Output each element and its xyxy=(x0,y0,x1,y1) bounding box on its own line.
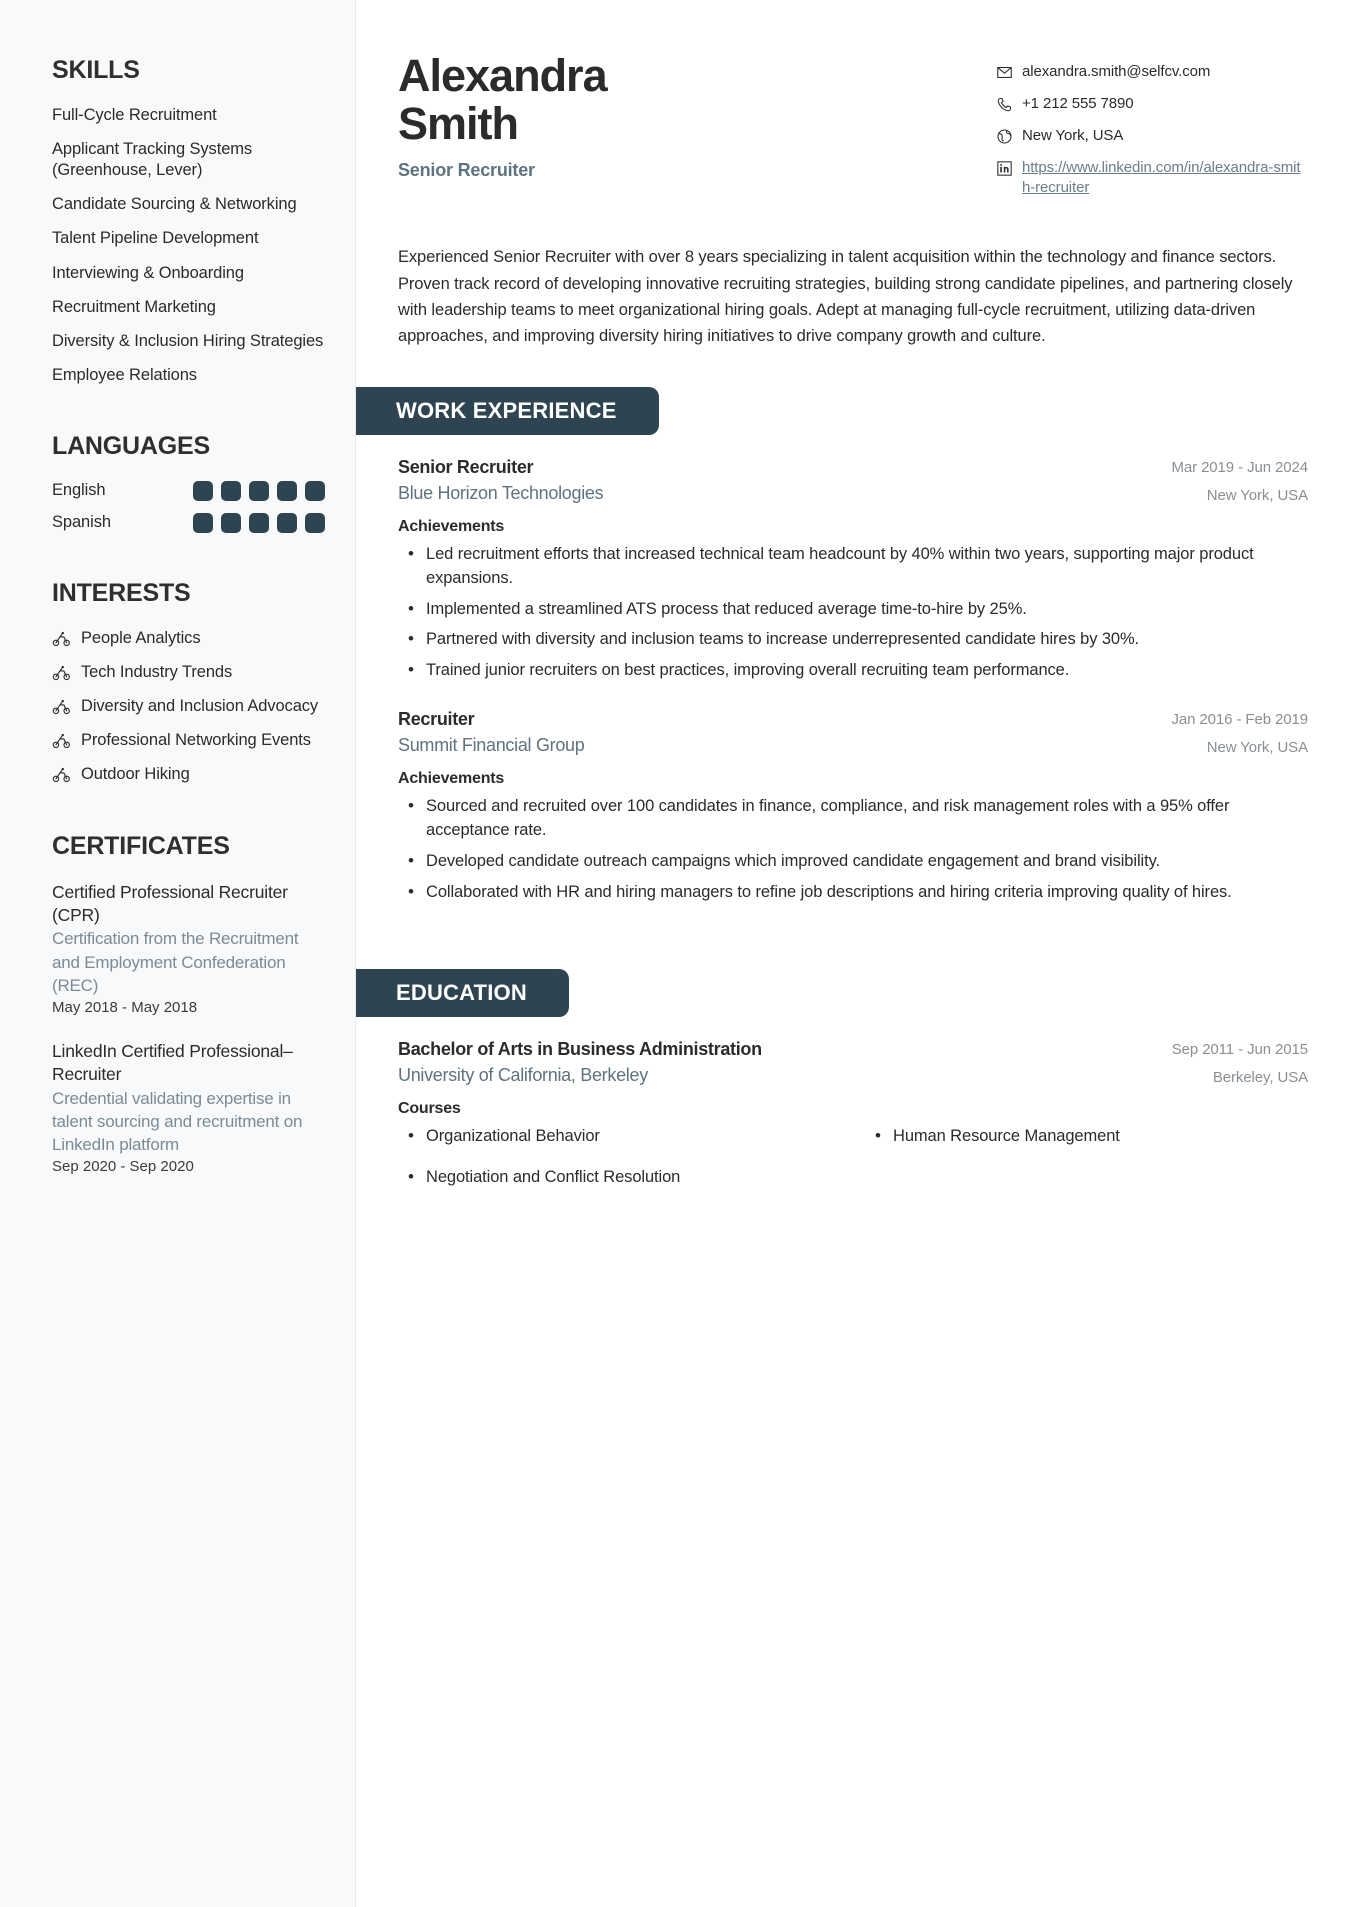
interest-item xyxy=(52,730,325,751)
education-entry-left xyxy=(398,1039,1172,1086)
job-title: Senior Recruiter xyxy=(398,160,535,181)
certificate-description: Certification from the Recruitment and Employment Confederation (REC) xyxy=(52,929,299,995)
achievement-item: • Partnered with diversity and inclusion teams to increase underrepresented candidate hires by 30%. xyxy=(398,628,1308,652)
skill-item: Candidate Sourcing & Networking xyxy=(52,195,297,214)
certificate-item xyxy=(52,1040,325,1175)
education-date: Sep 2011 - Jun 2015 xyxy=(1171,1041,1308,1059)
level-dot xyxy=(221,513,241,533)
contact-phone xyxy=(996,94,1308,114)
work-organization: Blue Horizon Technologies xyxy=(398,482,604,503)
phone-icon xyxy=(996,96,1013,113)
skills-list xyxy=(52,105,325,386)
level-dot xyxy=(221,481,241,501)
work-location: New York, USA xyxy=(1206,486,1308,504)
courses-grid xyxy=(398,1125,1308,1207)
work-date: Mar 2019 - Jun 2024 xyxy=(1171,458,1308,476)
language-row xyxy=(52,513,325,533)
achievements-label: Achievements xyxy=(398,770,505,788)
achievement-item: • Led recruitment efforts that increased technical team headcount by 40% within two years, supporting major product expansions. xyxy=(398,543,1308,591)
certificate-date: Sep 2020 - Sep 2020 xyxy=(52,1157,194,1175)
language-level-meter xyxy=(193,481,325,501)
interest-label: Outdoor Hiking xyxy=(81,765,190,784)
interest-label: Diversity and Inclusion Advocacy xyxy=(81,697,319,716)
achievements-list xyxy=(398,795,1308,905)
globe-icon xyxy=(996,128,1013,145)
work-entry-right xyxy=(1171,457,1308,504)
education-entry-right xyxy=(1172,1039,1308,1086)
achievement-item: • Trained junior recruiters on best practices, improving overall recruiting team performance. xyxy=(398,659,1308,683)
level-dot xyxy=(249,513,269,533)
work-experience-section xyxy=(398,349,1308,457)
work-entry xyxy=(398,457,1308,684)
skill-item: Talent Pipeline Development xyxy=(52,229,259,248)
course-item: • Organizational Behavior xyxy=(398,1125,841,1148)
professional-summary: Experienced Senior Recruiter with over 8 years specializing in talent acquisition within the technology and finance sectors. Proven track record of developing innovative recruiting strategies, building strong candidate pipelines, and partnering closely with leadership teams to meet organizational hiring goals. Adept at managing full-cycle recruitment, utilizing data-driven approaches, and improving diversity hiring initiatives to drive company growth and culture. xyxy=(398,248,1293,345)
work-organization: Summit Financial Group xyxy=(398,735,585,756)
skill-item: Interviewing & Onboarding xyxy=(52,263,244,282)
bicycle-icon xyxy=(52,697,71,716)
achievement-item: • Sourced and recruited over 100 candidates in finance, compliance, and risk management roles with a 95% offer acceptance rate. xyxy=(398,795,1308,843)
education-degree: Bachelor of Arts in Business Administration xyxy=(398,1039,762,1060)
interest-item xyxy=(52,662,325,683)
interest-label: Tech Industry Trends xyxy=(81,663,233,682)
level-dot xyxy=(305,481,325,501)
courses-label: Courses xyxy=(398,1100,461,1118)
work-entry-left xyxy=(398,709,1171,756)
bicycle-icon xyxy=(52,663,71,682)
contact-linkedin-text[interactable]: https://www.linkedin.com/in/alexandra-smith-recruiter xyxy=(1022,159,1301,197)
education-location: Berkeley, USA xyxy=(1212,1069,1308,1087)
work-entry-header xyxy=(398,457,1308,504)
achievements-list xyxy=(398,543,1308,684)
certificate-name: Certified Professional Recruiter (CPR) xyxy=(52,881,288,925)
bicycle-icon xyxy=(52,629,71,648)
identity-block xyxy=(398,52,698,181)
interest-label: People Analytics xyxy=(81,628,201,647)
skill-item: Applicant Tracking Systems (Greenhouse, Lever) xyxy=(52,140,253,180)
work-entry-right xyxy=(1171,709,1308,756)
level-dot xyxy=(193,481,213,501)
achievement-item: • Collaborated with HR and hiring managers to refine job descriptions and hiring criteria improving quality of hires. xyxy=(398,881,1308,905)
certificate-description: Credential validating expertise in talent sourcing and recruitment on LinkedIn platform xyxy=(52,1088,303,1154)
level-dot xyxy=(305,513,325,533)
level-dot xyxy=(277,513,297,533)
work-entry xyxy=(398,709,1308,905)
work-entry-header xyxy=(398,709,1308,756)
certificates-section-title: CERTIFICATES xyxy=(52,831,230,860)
language-name: Spanish xyxy=(52,513,111,532)
skills-section-title: SKILLS xyxy=(52,56,140,84)
language-level-meter xyxy=(193,513,325,533)
languages-list xyxy=(52,481,325,533)
contact-email-text: alexandra.smith@selfcv.com xyxy=(1022,63,1211,80)
education-banner: EDUCATION xyxy=(356,969,569,1017)
work-role: Recruiter xyxy=(398,709,475,730)
skill-item: Diversity & Inclusion Hiring Strategies xyxy=(52,331,324,350)
work-entry-left xyxy=(398,457,1171,504)
interest-item xyxy=(52,764,325,785)
bicycle-icon xyxy=(52,765,71,784)
achievements-label: Achievements xyxy=(398,517,505,535)
level-dot xyxy=(249,481,269,501)
contact-linkedin[interactable] xyxy=(996,158,1308,198)
course-item: • Human Resource Management xyxy=(865,1125,1308,1148)
skill-item: Recruitment Marketing xyxy=(52,297,216,316)
course-item: • Negotiation and Conflict Resolution xyxy=(398,1166,841,1189)
education-entry-header xyxy=(398,1039,1308,1086)
interests-list xyxy=(52,628,325,786)
certificates-list xyxy=(52,881,325,1175)
courses-column-right xyxy=(865,1125,1308,1207)
interest-item xyxy=(52,696,325,717)
level-dot xyxy=(277,481,297,501)
bicycle-icon xyxy=(52,731,71,750)
contact-email xyxy=(996,62,1308,82)
contact-phone-text: +1 212 555 7890 xyxy=(1022,95,1134,113)
language-name: English xyxy=(52,481,106,500)
education-school: University of California, Berkeley xyxy=(398,1065,648,1086)
courses-column-left xyxy=(398,1125,841,1207)
envelope-icon xyxy=(996,64,1013,81)
language-row xyxy=(52,481,325,501)
interest-item xyxy=(52,628,325,649)
education-section xyxy=(398,931,1308,1039)
main-content xyxy=(356,0,1350,1907)
interest-label: Professional Networking Events xyxy=(81,731,311,750)
work-experience-banner: WORK EXPERIENCE xyxy=(356,387,659,435)
skill-item: Full-Cycle Recruitment xyxy=(52,106,217,124)
page-title: Alexandra Smith xyxy=(398,50,607,149)
education-entry xyxy=(398,1039,1308,1207)
skill-item: Employee Relations xyxy=(52,365,197,384)
work-location: New York, USA xyxy=(1206,739,1308,757)
work-role: Senior Recruiter xyxy=(398,456,534,477)
languages-section-title: LANGUAGES xyxy=(52,431,210,460)
sidebar xyxy=(0,0,356,1907)
certificate-date: May 2018 - May 2018 xyxy=(52,998,198,1016)
resume-header xyxy=(398,52,1308,210)
certificate-name: LinkedIn Certified Professional–Recruiter xyxy=(52,1040,293,1085)
achievement-item: • Implemented a streamlined ATS process that reduced average time-to-hire by 25%. xyxy=(398,598,1308,622)
linkedin-icon xyxy=(996,160,1013,177)
contact-block xyxy=(996,52,1308,210)
level-dot xyxy=(193,513,213,533)
contact-location-text: New York, USA xyxy=(1022,127,1124,145)
achievement-item: • Developed candidate outreach campaigns which improved candidate engagement and brand visibility. xyxy=(398,850,1308,874)
interests-section-title: INTERESTS xyxy=(52,578,191,607)
contact-location xyxy=(996,126,1308,146)
certificate-item xyxy=(52,881,325,1016)
work-date: Jan 2016 - Feb 2019 xyxy=(1171,711,1308,729)
